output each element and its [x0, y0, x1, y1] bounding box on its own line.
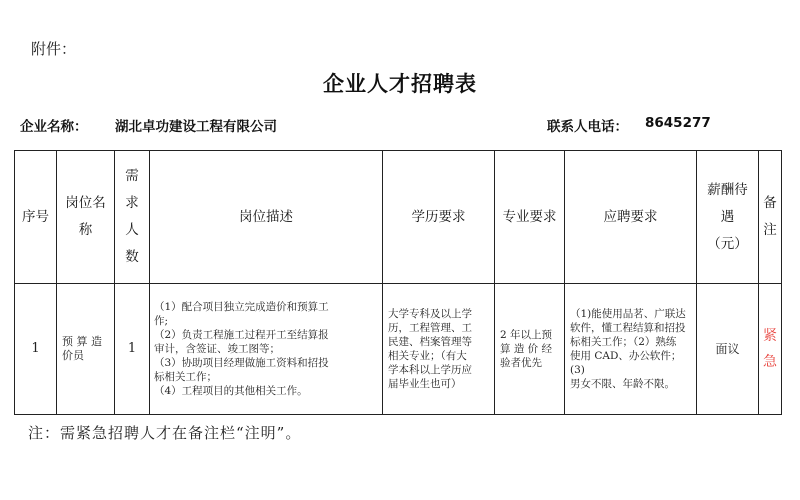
header-requirements: 应聘要求	[565, 151, 697, 284]
attachment-label: 附件：	[31, 40, 77, 58]
cell-seq: 1	[15, 284, 57, 415]
header-seq: 序号	[15, 151, 57, 284]
cell-headcount: 1	[115, 284, 150, 415]
table-header-row	[15, 151, 782, 284]
company-name: 湖北卓功建设工程有限公司	[115, 119, 277, 135]
cell-salary: 面议	[697, 284, 759, 415]
header-remark: 备 注	[759, 151, 782, 284]
header-salary: 薪酬待 遇 （元）	[697, 151, 759, 284]
cell-education: 大学专科及以上学 历，工程管理、工 民建、档案管理等 相关专业；（有大 学本科以上学历应 届毕业生也可）	[383, 284, 495, 415]
cell-major: 2 年以上预 算 造 价 经 验者优先	[495, 284, 565, 415]
page-title: 企业人才招聘表	[323, 72, 477, 96]
contact-phone: 8645277	[645, 115, 711, 131]
header-education: 学历要求	[383, 151, 495, 284]
header-description: 岗位描述	[150, 151, 383, 284]
header-position: 岗位名 称	[57, 151, 115, 284]
cell-position: 预 算 造 价员	[57, 284, 115, 415]
footnote: 注：需紧急招聘人才在备注栏“注明”。	[28, 424, 302, 442]
cell-description: （1）配合项目独立完成造价和预算工 作; （2）负责工程施工过程开工至结算报 审计，含签证、竣工图等； （3）协助项目经理做施工资料和招投 标相关工作； （4）工程项目的其他相关工作。	[150, 284, 383, 415]
header-headcount: 需 求 人 数	[115, 151, 150, 284]
table-row	[15, 284, 782, 415]
cell-remark	[759, 284, 782, 415]
header-major: 专业要求	[495, 151, 565, 284]
contact-phone-label: 联系人电话：	[547, 119, 628, 135]
recruitment-table	[14, 150, 782, 415]
urgent-mark: 紧	[763, 328, 777, 344]
cell-requirements: （1)能使用品茗、广联达 软件，懂工程结算和招投 标相关工作；（2）熟练 使用 CAD、办公软件；(3) 男女不限、年龄不限。	[565, 284, 697, 415]
urgent-mark: 急	[763, 354, 777, 370]
company-name-label: 企业名称：	[20, 119, 88, 135]
